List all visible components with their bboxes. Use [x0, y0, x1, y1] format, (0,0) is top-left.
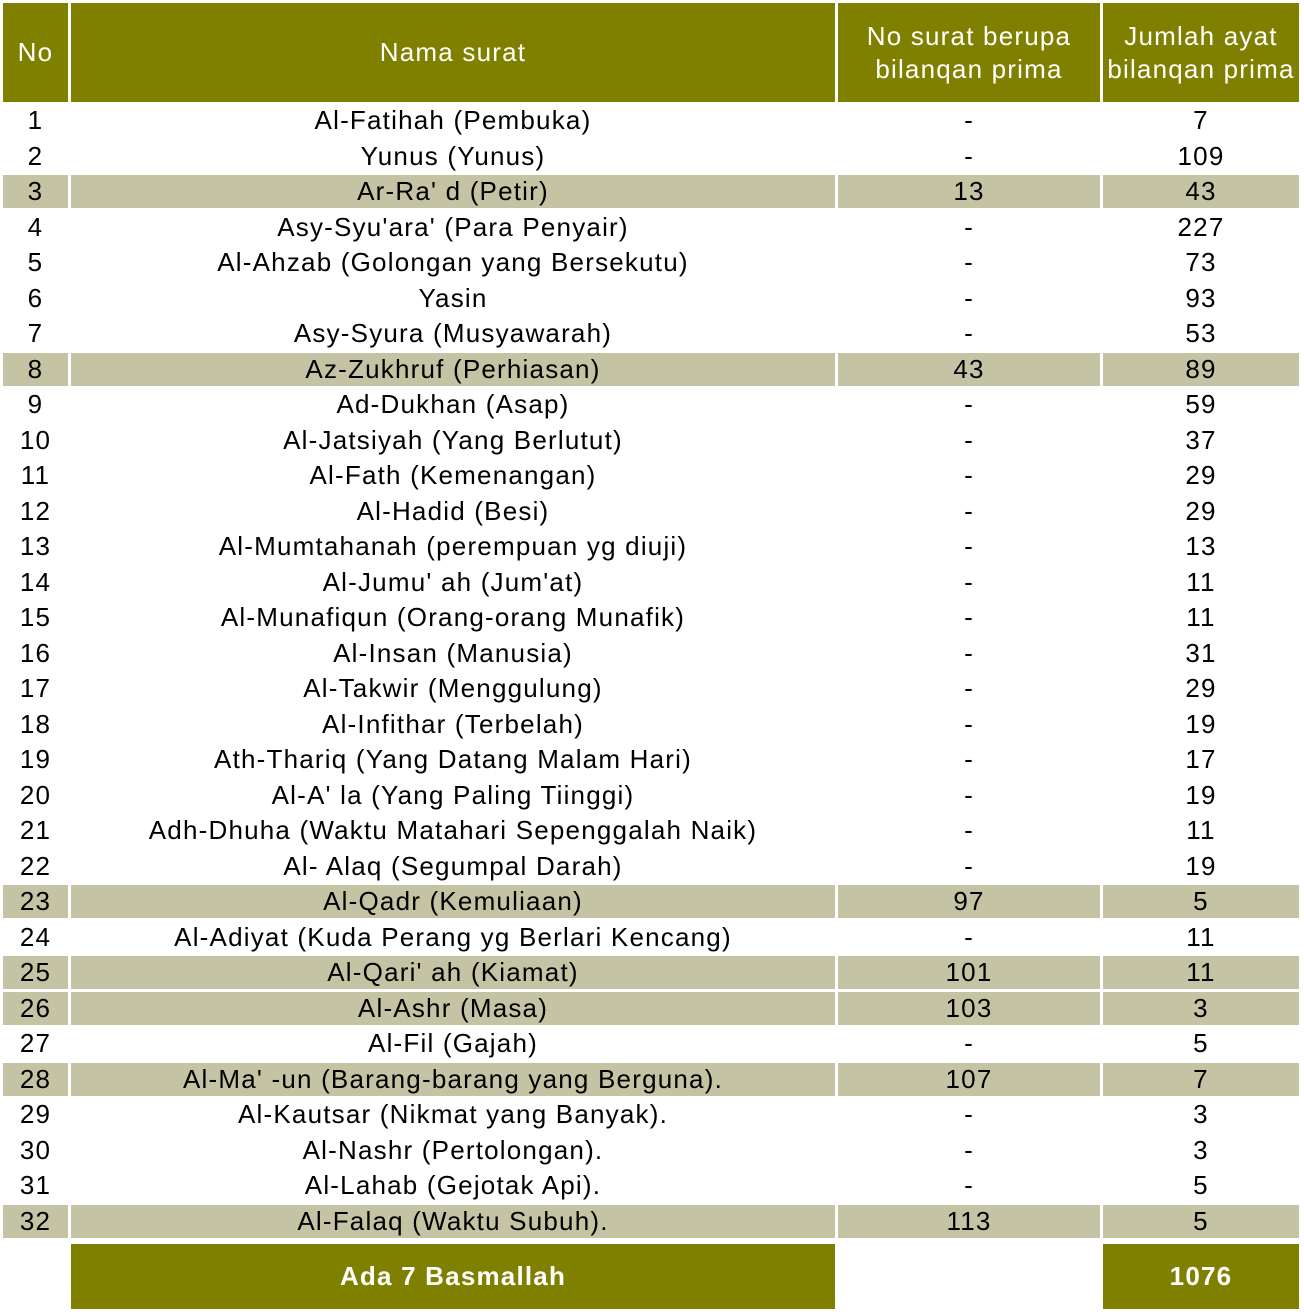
table-row	[0, 353, 1304, 386]
row-number: 28	[3, 1063, 68, 1096]
surah-number-prime: -	[964, 566, 974, 597]
table-row	[0, 104, 1304, 137]
surah-number-prime: 101	[838, 956, 1100, 989]
surah-name: Ath-Thariq (Yang Datang Malam Hari)	[214, 744, 692, 774]
surah-name: Al-Mumtahanah (perempuan yg diuji)	[218, 531, 688, 561]
surah-name: Al-Ma' -un (Barang-barang yang Berguna).	[71, 1063, 835, 1096]
verse-count-prime: 19	[1185, 779, 1217, 810]
verse-count-prime: 5	[1193, 1170, 1209, 1200]
header-jumlah-ayat-prima: Jumlah ayat bilanqan prima	[1103, 3, 1299, 102]
surah-name: Al-A' la (Yang Paling Tiinggi)	[271, 779, 635, 810]
verse-count-prime: 7	[1193, 105, 1209, 135]
surah-number-prime: -	[964, 495, 974, 526]
verse-count-prime: 227	[1177, 211, 1225, 242]
surah-name: Al-Ahzab (Golongan yang Bersekutu)	[217, 247, 689, 277]
row-number: 21	[19, 815, 52, 845]
surah-number-prime: -	[964, 708, 974, 739]
surah-number-prime: -	[964, 1134, 974, 1165]
verse-count-prime: 43	[1103, 175, 1299, 208]
verse-count-prime: 5	[1193, 1028, 1209, 1058]
surah-name: Al-Fatihah (Pembuka)	[314, 105, 592, 135]
surah-name: Ar-Ra' d (Petir)	[71, 175, 835, 208]
table-row	[0, 140, 1304, 173]
surah-number-prime: -	[964, 779, 974, 810]
verse-count-prime: 13	[1185, 531, 1217, 561]
surah-number-prime: 13	[838, 175, 1100, 208]
row-number: 12	[19, 495, 52, 526]
row-number: 15	[19, 602, 52, 632]
table-row	[0, 601, 1304, 634]
surah-name: Al-Qari' ah (Kiamat)	[71, 956, 835, 989]
table-row	[0, 779, 1304, 812]
surah-name: Al-Jumu' ah (Jum'at)	[322, 566, 584, 597]
surah-number-prime: -	[964, 602, 974, 632]
surah-number-prime: -	[964, 1099, 974, 1129]
table-row	[0, 956, 1304, 989]
table-row	[0, 530, 1304, 563]
surah-name: Al-Falaq (Waktu Subuh).	[71, 1205, 835, 1238]
surah-number-prime: -	[964, 921, 974, 952]
surah-number-prime: -	[964, 282, 974, 313]
surah-name: Al-Infithar (Terbelah)	[322, 708, 584, 739]
verse-count-prime: 11	[1186, 815, 1216, 845]
surah-name: Asy-Syura (Musyawarah)	[293, 318, 613, 348]
row-number: 9	[27, 389, 44, 419]
table-row	[0, 1063, 1304, 1096]
table-row	[0, 388, 1304, 421]
table-row	[0, 317, 1304, 350]
surah-name: Al- Alaq (Segumpal Darah)	[283, 850, 623, 881]
verse-count-prime: 59	[1185, 389, 1217, 419]
table-row	[0, 566, 1304, 599]
table-row	[0, 1027, 1304, 1060]
surah-number-prime: -	[964, 637, 974, 668]
table-row	[0, 211, 1304, 244]
surah-number-prime: -	[964, 815, 974, 845]
surah-name: Al-Fil (Gajah)	[368, 1028, 538, 1058]
surah-number-prime: -	[964, 460, 974, 490]
surah-name: Az-Zukhruf (Perhiasan)	[71, 353, 835, 386]
table-row	[0, 175, 1304, 208]
row-number: 13	[19, 531, 52, 561]
surah-number-prime: -	[964, 1170, 974, 1200]
verse-count-prime: 3	[1193, 1099, 1209, 1129]
table-row	[0, 708, 1304, 741]
row-number: 30	[19, 1134, 52, 1165]
table-row	[0, 672, 1304, 705]
surah-name: Adh-Dhuha (Waktu Matahari Sepenggalah Naik)	[148, 815, 758, 845]
row-number: 6	[27, 282, 44, 313]
table-row	[0, 459, 1304, 492]
verse-count-prime: 5	[1103, 1205, 1299, 1238]
surah-name: Al-Munafiqun (Orang-orang Munafik)	[220, 602, 686, 632]
table-row	[0, 1098, 1304, 1131]
surah-name: Al-Kautsar (Nikmat yang Banyak).	[238, 1099, 668, 1129]
verse-count-prime: 29	[1185, 495, 1217, 526]
verse-count-prime: 11	[1186, 921, 1216, 952]
table-row	[0, 637, 1304, 670]
table-row	[0, 246, 1304, 279]
surah-number-prime: -	[964, 850, 974, 881]
table-row	[0, 282, 1304, 315]
verse-count-prime: 3	[1193, 1134, 1209, 1165]
surah-number-prime: 107	[838, 1063, 1100, 1096]
surah-number-prime: -	[964, 389, 974, 419]
verse-count-prime: 31	[1185, 637, 1217, 668]
surah-number-prime: -	[964, 1028, 974, 1058]
table-header	[0, 3, 1304, 102]
surah-number-prime: -	[964, 673, 974, 703]
verse-count-prime: 5	[1103, 885, 1299, 918]
row-number: 5	[27, 247, 44, 277]
table-footer	[0, 1244, 1304, 1309]
table-row	[0, 850, 1304, 883]
verse-count-prime: 17	[1185, 744, 1217, 774]
table-row	[0, 495, 1304, 528]
verse-count-prime: 7	[1103, 1063, 1299, 1096]
surah-name: Al-Lahab (Gejotak Api).	[304, 1170, 602, 1200]
row-number: 16	[19, 637, 52, 668]
footer-empty-cell	[838, 1244, 1100, 1309]
surah-name: Al-Takwir (Menggulung)	[303, 673, 603, 703]
verse-count-prime: 11	[1186, 602, 1216, 632]
surah-number-prime: -	[964, 318, 974, 348]
verse-count-prime: 109	[1177, 140, 1225, 171]
surah-number-prime: 113	[838, 1205, 1100, 1238]
row-number: 4	[27, 211, 44, 242]
table-row	[0, 1205, 1304, 1238]
row-number: 23	[3, 885, 68, 918]
verse-count-prime: 19	[1185, 708, 1217, 739]
surah-number-prime: 43	[838, 353, 1100, 386]
surah-number-prime: 97	[838, 885, 1100, 918]
row-number: 7	[27, 318, 44, 348]
surah-name: Al-Adiyat (Kuda Perang yg Berlari Kencang)	[174, 921, 732, 952]
row-number: 3	[3, 175, 68, 208]
row-number: 29	[19, 1099, 52, 1129]
verse-count-prime: 11	[1103, 956, 1299, 989]
verse-count-prime: 19	[1185, 850, 1217, 881]
surah-name: Al-Fath (Kemenangan)	[309, 460, 597, 490]
verse-count-prime: 37	[1185, 424, 1217, 455]
header-no-surat-prima: No surat berupa bilanqan prima	[838, 3, 1100, 102]
row-number: 26	[3, 992, 68, 1025]
verse-count-prime: 89	[1103, 353, 1299, 386]
row-number: 14	[19, 566, 52, 597]
table-row	[0, 424, 1304, 457]
row-number: 18	[19, 708, 52, 739]
verse-count-prime: 3	[1103, 992, 1299, 1025]
surah-number-prime: 103	[838, 992, 1100, 1025]
surah-number-prime: -	[964, 424, 974, 455]
table-row	[0, 885, 1304, 918]
table-row	[0, 1169, 1304, 1202]
surah-name: Al-Jatsiyah (Yang Berlutut)	[283, 424, 623, 455]
verse-count-prime: 53	[1185, 318, 1217, 348]
surah-number-prime: -	[964, 744, 974, 774]
surah-name: Ad-Dukhan (Asap)	[336, 389, 570, 419]
row-number: 10	[19, 424, 52, 455]
row-number: 1	[27, 105, 44, 135]
table-row	[0, 1134, 1304, 1167]
footer-total: 1076	[1103, 1244, 1299, 1309]
row-number: 32	[3, 1205, 68, 1238]
table-row	[0, 743, 1304, 776]
verse-count-prime: 73	[1185, 247, 1217, 277]
verse-count-prime: 11	[1186, 566, 1216, 597]
surah-number-prime: -	[964, 105, 974, 135]
footer-basmallah-label: Ada 7 Basmallah	[71, 1244, 835, 1309]
table-row	[0, 992, 1304, 1025]
row-number: 17	[19, 673, 52, 703]
surah-number-prime: -	[964, 140, 974, 171]
row-number: 20	[19, 779, 52, 810]
row-number: 19	[19, 744, 52, 774]
row-number: 24	[19, 921, 52, 952]
verse-count-prime: 29	[1185, 460, 1217, 490]
surah-number-prime: -	[964, 211, 974, 242]
surah-name: Al-Nashr (Pertolongan).	[302, 1134, 604, 1165]
header-nama-surat: Nama surat	[71, 3, 835, 102]
surah-name: Yunus (Yunus)	[360, 140, 546, 171]
row-number: 2	[27, 140, 44, 171]
row-number: 11	[20, 460, 51, 490]
surah-name: Yasin	[418, 282, 488, 313]
surah-name: Asy-Syu'ara' (Para Penyair)	[277, 211, 629, 242]
surah-name: Al-Insan (Manusia)	[333, 637, 573, 668]
surah-name: Al-Ashr (Masa)	[71, 992, 835, 1025]
surah-number-prime: -	[964, 247, 974, 277]
row-number: 31	[19, 1170, 52, 1200]
row-number: 25	[3, 956, 68, 989]
surah-name: Al-Qadr (Kemuliaan)	[71, 885, 835, 918]
row-number: 8	[3, 353, 68, 386]
header-no: No	[3, 3, 68, 102]
table-row	[0, 921, 1304, 954]
verse-count-prime: 93	[1185, 282, 1217, 313]
table-row	[0, 814, 1304, 847]
row-number: 27	[19, 1028, 52, 1058]
surah-name: Al-Hadid (Besi)	[356, 495, 550, 526]
verse-count-prime: 29	[1185, 673, 1217, 703]
row-number: 22	[19, 850, 52, 881]
surah-number-prime: -	[964, 531, 974, 561]
